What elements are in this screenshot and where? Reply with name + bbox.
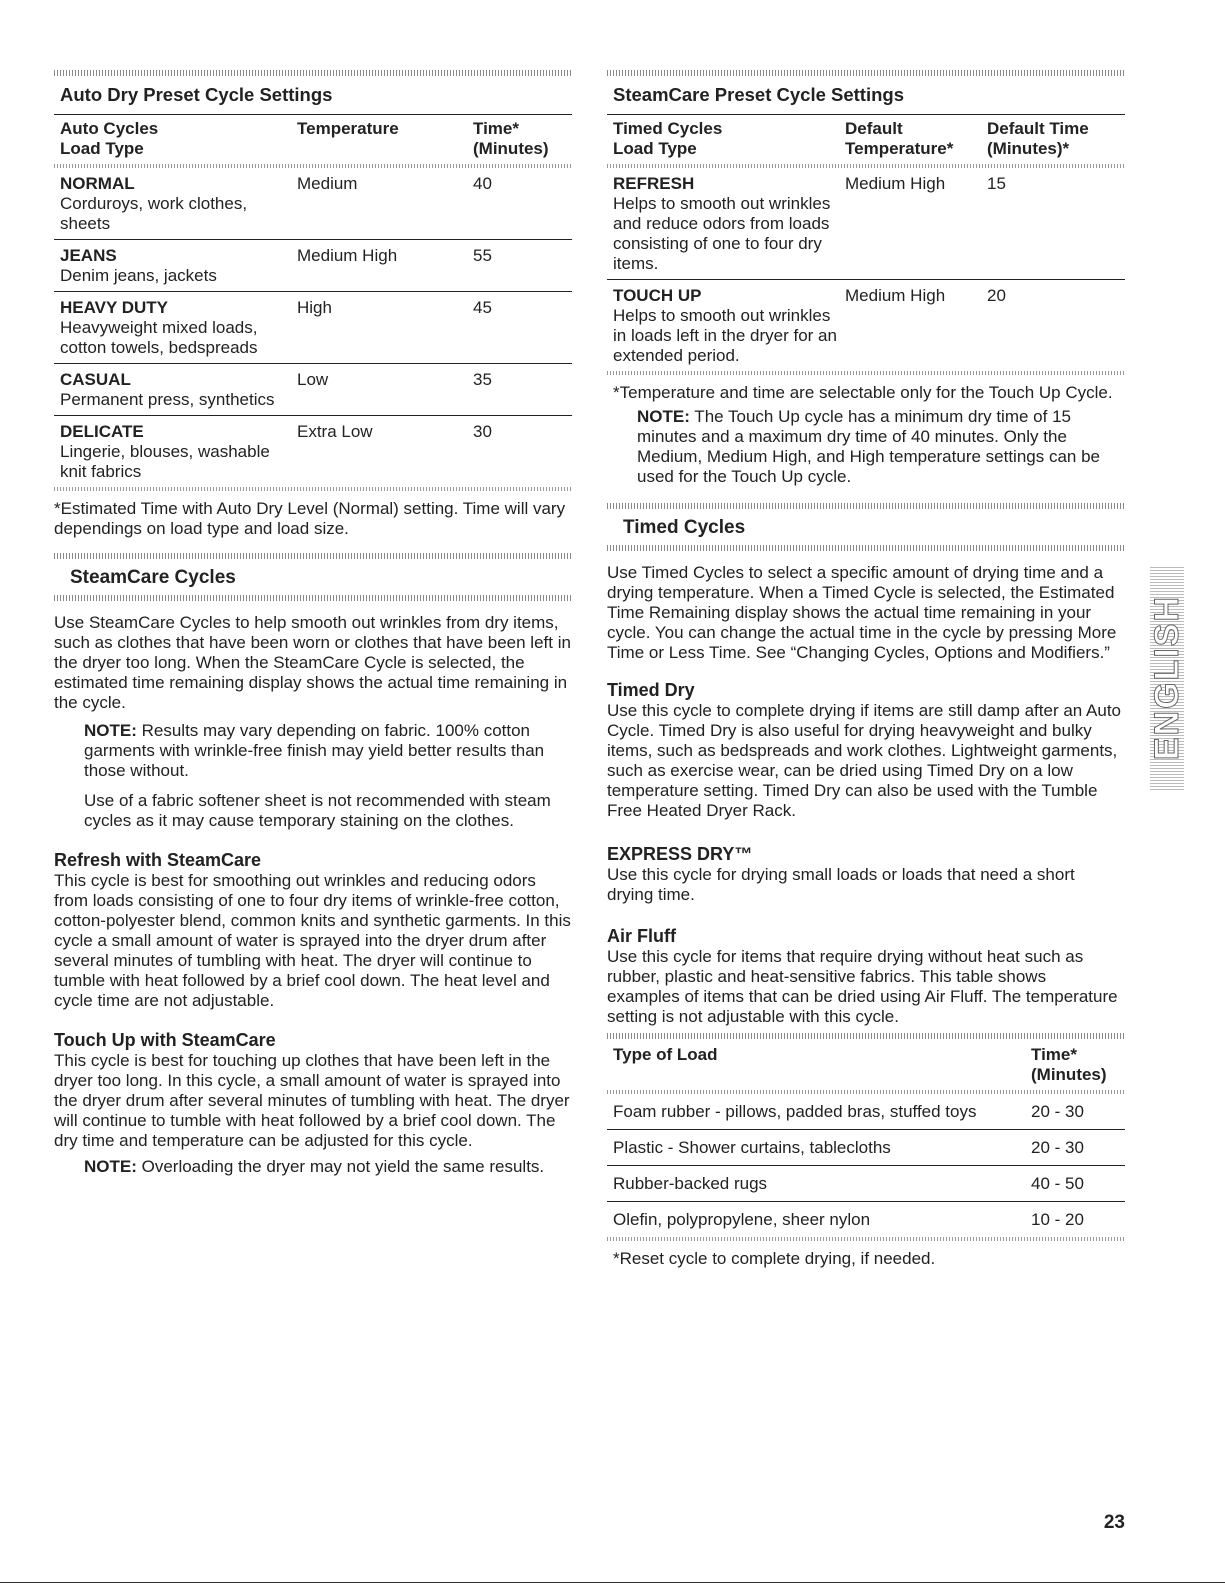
temperature-cell: Medium	[297, 174, 358, 193]
cycle-name: CASUAL	[60, 370, 131, 389]
table-row	[54, 168, 572, 239]
cycle-name: JEANS	[60, 246, 117, 265]
steamcare-preset-table	[607, 70, 1125, 551]
header-default-time: Default Time (Minutes)*	[987, 119, 1089, 158]
time-cell: 20	[987, 286, 1006, 305]
temperature-cell: Extra Low	[297, 422, 373, 441]
note-text: Overloading the dryer may not yield the same results.	[136, 1157, 545, 1176]
timed-dry-text: Use this cycle to complete drying if items are still damp after an Auto Cycle. Timed Dry is also useful for drying heavyweight and bulky items, such as bedspreads and work clothes. Lightweight garments, such as exercise wear, can be dried using Timed Dry on a low temperature setting. Timed Dry can also be used with the Tumble Free Heated Dryer Rack.	[607, 701, 1122, 820]
touchup-heading: Touch Up with SteamCare	[54, 1030, 276, 1050]
load-type-cell: Plastic - Shower curtains, tablecloths	[613, 1138, 891, 1157]
load-type-cell	[613, 286, 845, 366]
time-cell: 40 - 50	[1031, 1174, 1084, 1193]
page-number: 23	[1103, 1512, 1125, 1533]
load-type-cell	[60, 370, 297, 410]
touchup-note	[84, 1157, 572, 1177]
steamcare-preset-footnote: *Temperature and time are selectable only for the Touch Up Cycle.	[613, 383, 1113, 402]
temperature-cell: High	[297, 298, 332, 317]
header-time: Time* (Minutes)	[1031, 1045, 1107, 1084]
time-cell: 20 - 30	[1031, 1138, 1084, 1157]
load-type-cell: Foam rubber - pillows, padded bras, stuffed toys	[613, 1102, 977, 1121]
right-column	[607, 70, 1137, 1269]
temperature-cell: Medium High	[297, 246, 398, 265]
cycle-description: Helps to smooth out wrinkles in loads left in the dryer for an extended period.	[613, 306, 837, 365]
timed-cycles-intro: Use Timed Cycles to select a specific amount of drying time and a drying temperature. When a Timed Cycle is selected, the Estimated Time Remaining display shows the actual time remaining in your cycle. You can change the actual time in the cycle by pressing More Time or Less Time. See “Changing Cycles, Options and Modifiers.”	[607, 563, 1117, 662]
timed-dry-heading: Timed Dry	[607, 680, 695, 700]
time-cell: 45	[473, 298, 492, 317]
header-temperature: Temperature	[297, 119, 399, 138]
steamcare-note	[84, 721, 572, 781]
time-cell: 10 - 20	[1031, 1210, 1084, 1229]
cycle-description: Corduroys, work clothes, sheets	[60, 194, 248, 233]
divider	[54, 595, 572, 601]
temperature-cell: Medium High	[845, 286, 946, 305]
note-label: NOTE:	[637, 407, 690, 426]
temperature-cell: Low	[297, 370, 329, 389]
load-type-cell	[60, 422, 297, 482]
cycle-name: HEAVY DUTY	[60, 298, 169, 317]
temperature-cell: Medium High	[845, 174, 946, 193]
air-fluff-table	[607, 1033, 1125, 1269]
header-type-of-load: Type of Load	[613, 1045, 718, 1064]
steamcare-preset-header	[607, 115, 1125, 164]
header-timed-cycles: Timed Cycles Load Type	[613, 119, 723, 158]
load-type-cell	[613, 174, 845, 274]
air-fluff-heading: Air Fluff	[607, 926, 676, 946]
cycle-description: Helps to smooth out wrinkles and reduce odors from loads consisting of one to four dry items.	[613, 194, 831, 273]
air-fluff-body	[607, 1094, 1125, 1237]
divider	[607, 545, 1125, 551]
header-auto-cycles: Auto Cycles Load Type	[60, 119, 159, 158]
note-text: The Touch Up cycle has a minimum dry time of 15 minutes and a maximum dry time of 40 minutes. Only the Medium, Medium High, and High temperature settings can be used for the Touch Up cycle.	[637, 407, 1101, 486]
table-row	[607, 168, 1125, 279]
refresh-heading: Refresh with SteamCare	[54, 850, 262, 870]
header-default-temperature: Default Temperature*	[845, 119, 954, 158]
cycle-description: Permanent press, synthetics	[60, 390, 275, 409]
cycle-name: NORMAL	[60, 174, 135, 193]
auto-dry-table-header	[54, 115, 572, 164]
language-tab-label: ENGLISH	[1147, 594, 1186, 761]
air-fluff-text: Use this cycle for items that require drying without heat such as rubber, plastic and heat-sensitive fabrics. This table shows examples of items that can be dried using Air Fluff. The temperature setting is not adjustable with this cycle.	[607, 947, 1118, 1026]
left-column	[54, 70, 572, 1177]
air-fluff-footnote: *Reset cycle to complete drying, if needed.	[613, 1249, 936, 1268]
air-fluff-header	[607, 1039, 1125, 1090]
cycle-description: Heavyweight mixed loads, cotton towels, bedspreads	[60, 318, 258, 357]
time-cell: 15	[987, 174, 1006, 193]
steamcare-cycles-heading: SteamCare Cycles	[70, 567, 236, 588]
express-dry-text: Use this cycle for drying small loads or loads that need a short drying time.	[607, 865, 1075, 904]
refresh-text: This cycle is best for smoothing out wrinkles and reducing odors from loads consisting of one to four dry items of wrinkle-free cotton, cotton-polyester blend, common knits and synthetic garments. In this cycle a small amount of water is sprayed into the dryer drum after several minutes of tumbling with heat. The dryer will continue to tumble with heat followed by a brief cool down. The heat level and cycle time are not adjustable.	[54, 871, 571, 1010]
load-type-cell	[60, 298, 297, 358]
header-time: Time* (Minutes)	[473, 119, 549, 158]
note-label: NOTE:	[84, 721, 137, 740]
cycle-name: TOUCH UP	[613, 286, 702, 305]
cycle-description: Denim jeans, jackets	[60, 266, 217, 285]
load-type-cell: Rubber-backed rugs	[613, 1174, 768, 1193]
language-tab	[1147, 565, 1186, 790]
load-type-cell	[60, 246, 297, 286]
steamcare-intro: Use SteamCare Cycles to help smooth out wrinkles from dry items, such as clothes that have been worn or clothes that have been left in the dryer too long. When the SteamCare Cycle is selected, the estimated time remaining display shows the actual time remaining in the cycle.	[54, 613, 571, 712]
table-row	[607, 1202, 1125, 1237]
load-type-cell	[60, 174, 297, 234]
express-dry-heading: EXPRESS DRY™	[607, 844, 753, 864]
cycle-name: DELICATE	[60, 422, 144, 441]
note-text: Results may vary depending on fabric. 100% cotton garments with wrinkle-free finish may yield better results than those without.	[84, 721, 545, 780]
divider	[0, 1582, 1225, 1583]
time-cell: 55	[473, 246, 492, 265]
table-row	[607, 1094, 1125, 1129]
table-row	[607, 280, 1125, 371]
steamcare-preset-note	[637, 407, 1125, 487]
auto-dry-footnote: *Estimated Time with Auto Dry Level (Normal) setting. Time will vary dependings on load type and load size.	[54, 499, 566, 538]
load-type-cell: Olefin, polypropylene, sheer nylon	[613, 1210, 871, 1229]
auto-dry-table-title: Auto Dry Preset Cycle Settings	[60, 84, 333, 105]
table-row	[54, 416, 572, 487]
steamcare-note-2: Use of a fabric softener sheet is not recommended with steam cycles as it may cause temporary staining on the clothes.	[84, 791, 551, 830]
table-row	[607, 1130, 1125, 1165]
steamcare-preset-body	[607, 168, 1125, 371]
time-cell: 40	[473, 174, 492, 193]
steamcare-preset-title: SteamCare Preset Cycle Settings	[613, 84, 904, 105]
auto-dry-table-body	[54, 168, 572, 487]
cycle-description: Lingerie, blouses, washable knit fabrics	[60, 442, 270, 481]
touchup-text: This cycle is best for touching up clothes that have been left in the dryer too long. In this cycle, a small amount of water is sprayed into the dryer drum after several minutes of tumbling with heat. The dryer will continue to tumble with heat followed by a brief cool down. The dry time and temperature can be adjusted for this cycle.	[54, 1051, 570, 1150]
table-row	[54, 292, 572, 363]
timed-cycles-heading: Timed Cycles	[623, 517, 746, 538]
note-label: NOTE:	[84, 1157, 137, 1176]
time-cell: 20 - 30	[1031, 1102, 1084, 1121]
cycle-name: REFRESH	[613, 174, 695, 193]
time-cell: 30	[473, 422, 492, 441]
table-row	[54, 240, 572, 291]
time-cell: 35	[473, 370, 492, 389]
table-row	[54, 364, 572, 415]
table-row	[607, 1166, 1125, 1201]
